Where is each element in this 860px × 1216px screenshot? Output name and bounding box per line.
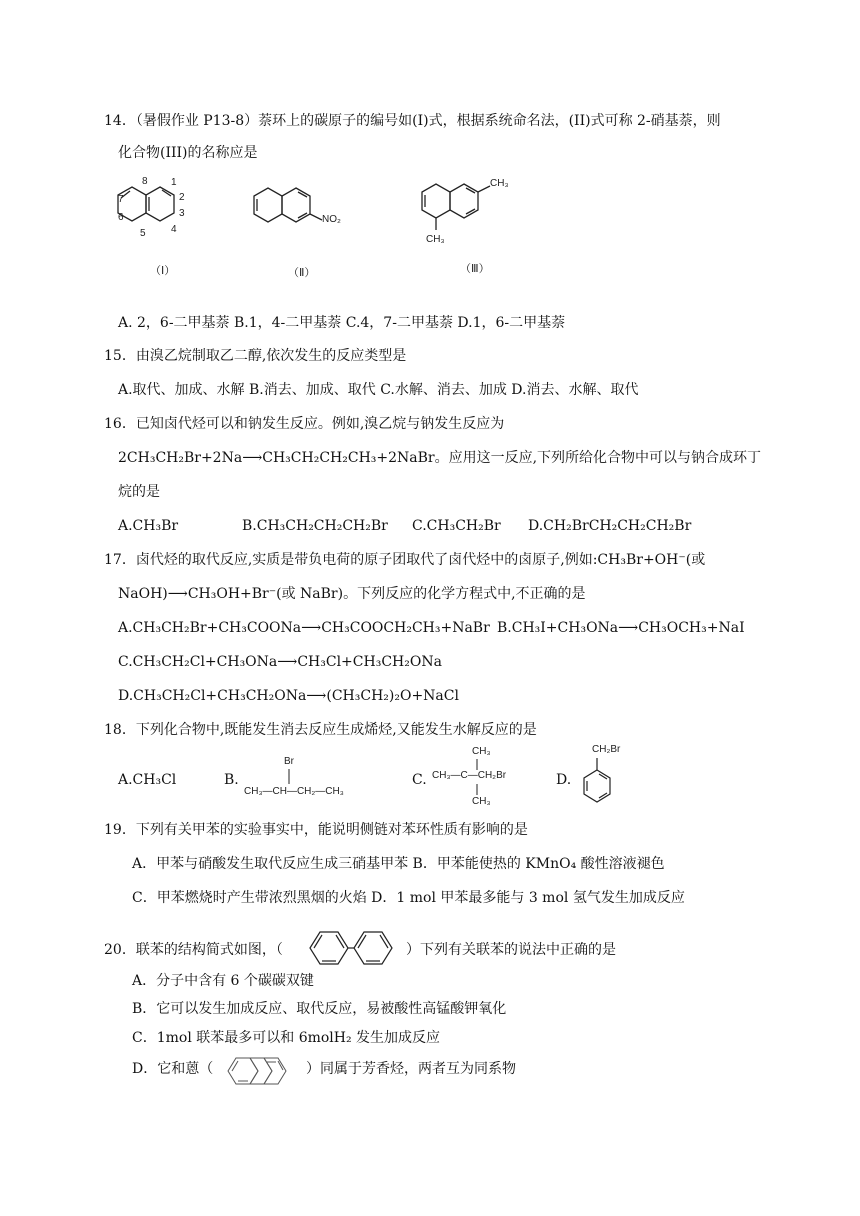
q16-option-b: B.CH₃CH₂CH₂CH₂Br [242, 518, 388, 534]
q20-option-b: B．它可以发生加成反应、取代反应，易被酸性高锰酸钾氧化 [132, 1001, 507, 1017]
dimethylnaphthalene-figure [404, 176, 544, 280]
q18-option-c-structure [432, 746, 542, 810]
ch3-label: CH₃ [426, 234, 445, 245]
br-label: Br [284, 756, 294, 767]
q17-stem-line1: 17．卤代烃的取代反应,实质是带负电荷的原子团取代了卤代烃中的卤原子,例如:CH₃Br+OH⁻(或 [104, 552, 706, 568]
anthracene-figure [224, 1054, 304, 1088]
ch2br-label: CH₂Br [592, 744, 621, 755]
q20-stem-part1: 20．联苯的结构简式如图，（ [104, 942, 283, 958]
naphthalene-numbering-figure [112, 172, 212, 282]
figure-label: （Ⅱ） [288, 267, 316, 279]
number-label: 3 [179, 208, 185, 219]
chain-label: CH₃—CH—CH₂—CH₃ [244, 786, 344, 797]
number-label: 8 [142, 176, 148, 187]
q16-stem-line3: 烷的是 [118, 484, 160, 500]
number-label: 7 [118, 194, 124, 205]
q18-option-d-structure [572, 744, 642, 814]
q14-options: A. 2，6-二甲基萘 B.1，4-二甲基萘 C.4，7-二甲基萘 D.1，6-二甲基萘 [118, 315, 566, 331]
q18-option-c-label: C. [412, 772, 427, 788]
q15-options: A.取代、加成、水解 B.消去、加成、取代 C.水解、消去、加成 D.消去、水解、取代 [118, 382, 639, 398]
q17-option-c: C.CH₃CH₂Cl+CH₃ONa⟶CH₃Cl+CH₃CH₂ONa [118, 654, 442, 670]
q15-stem: 15．由溴乙烷制取乙二醇,依次发生的反应类型是 [104, 348, 407, 364]
q19-options-ab: A．甲苯与硝酸发生取代反应生成三硝基甲苯 B．甲苯能使热的 KMnO₄ 酸性溶液褪色 [132, 856, 665, 872]
q18-stem: 18．下列化合物中,既能发生消去反应生成烯烃,又能发生水解反应的是 [104, 722, 537, 738]
ch3-label: CH₃ [472, 746, 491, 757]
q17-option-d: D.CH₃CH₂Cl+CH₃CH₂ONa⟶(CH₃CH₂)₂O+NaCl [118, 688, 459, 704]
q18-option-a: A.CH₃Cl [118, 772, 177, 788]
q19-stem: 19．下列有关甲苯的实验事实中，能说明侧链对苯环性质有影响的是 [104, 822, 528, 838]
number-label: 4 [171, 224, 177, 235]
biphenyl-figure [298, 926, 402, 970]
q18-option-d-label: D. [556, 772, 572, 788]
q18-option-b-structure [244, 756, 384, 800]
no2-label: NO₂ [322, 214, 341, 225]
number-label: 1 [171, 177, 177, 188]
q16-stem-line1: 16．已知卤代烃可以和钠发生反应。例如,溴乙烷与钠发生反应为 [104, 416, 505, 432]
q20-option-d-part2: ）同属于芳香烃，两者互为同系物 [306, 1061, 516, 1077]
q17-option-b: B.CH₃I+CH₃ONa⟶CH₃OCH₃+NaI [497, 620, 745, 636]
q18-option-b-label: B. [224, 772, 239, 788]
q16-option-d: D.CH₂BrCH₂CH₂CH₂Br [528, 518, 692, 534]
nitronaphthalene-figure [250, 180, 370, 280]
figure-label: （Ⅰ） [150, 265, 176, 277]
figure-label: （Ⅲ） [460, 263, 490, 275]
q17-option-a: A.CH₃CH₂Br+CH₃COONa⟶CH₃COOCH₂CH₃+NaBr [118, 620, 490, 636]
chain-label: CH₃—C—CH₂Br [432, 770, 507, 781]
ch3-label: CH₃ [472, 796, 491, 807]
q20-option-a: A．分子中含有 6 个碳碳双键 [132, 973, 314, 989]
q16-stem-line2: 2CH₃CH₂Br+2Na⟶CH₃CH₂CH₂CH₃+2NaBr。应用这一反应,下列所给化合物中可以与钠合成环丁 [118, 450, 762, 466]
number-label: 6 [118, 212, 124, 223]
q20-option-c: C．1mol 联苯最多可以和 6molH₂ 发生加成反应 [132, 1030, 441, 1046]
q16-option-a: A.CH₃Br [118, 518, 179, 534]
q14-stem-line2: 化合物(III)的名称应是 [118, 145, 258, 161]
q20-stem-part2: ）下列有关联苯的说法中正确的是 [406, 942, 616, 958]
q16-option-c: C.CH₃CH₂Br [412, 518, 501, 534]
number-label: 2 [179, 192, 185, 203]
q19-options-cd: C．甲苯燃烧时产生带浓烈黑烟的火焰 D．1 mol 甲苯最多能与 3 mol 氢气发生加成反应 [132, 890, 685, 906]
q20-option-d-part1: D．它和蒽（ [132, 1061, 214, 1077]
number-label: 5 [140, 228, 146, 239]
q17-stem-line2: NaOH)⟶CH₃OH+Br⁻(或 NaBr)。下列反应的化学方程式中,不正确的是 [118, 586, 586, 602]
q14-stem-line1: 14．（暑假作业 P13-8）萘环上的碳原子的编号如(I)式，根据系统命名法，(II)式可称 2-硝基萘，则 [104, 113, 721, 129]
ch3-label: CH₃ [490, 178, 509, 189]
